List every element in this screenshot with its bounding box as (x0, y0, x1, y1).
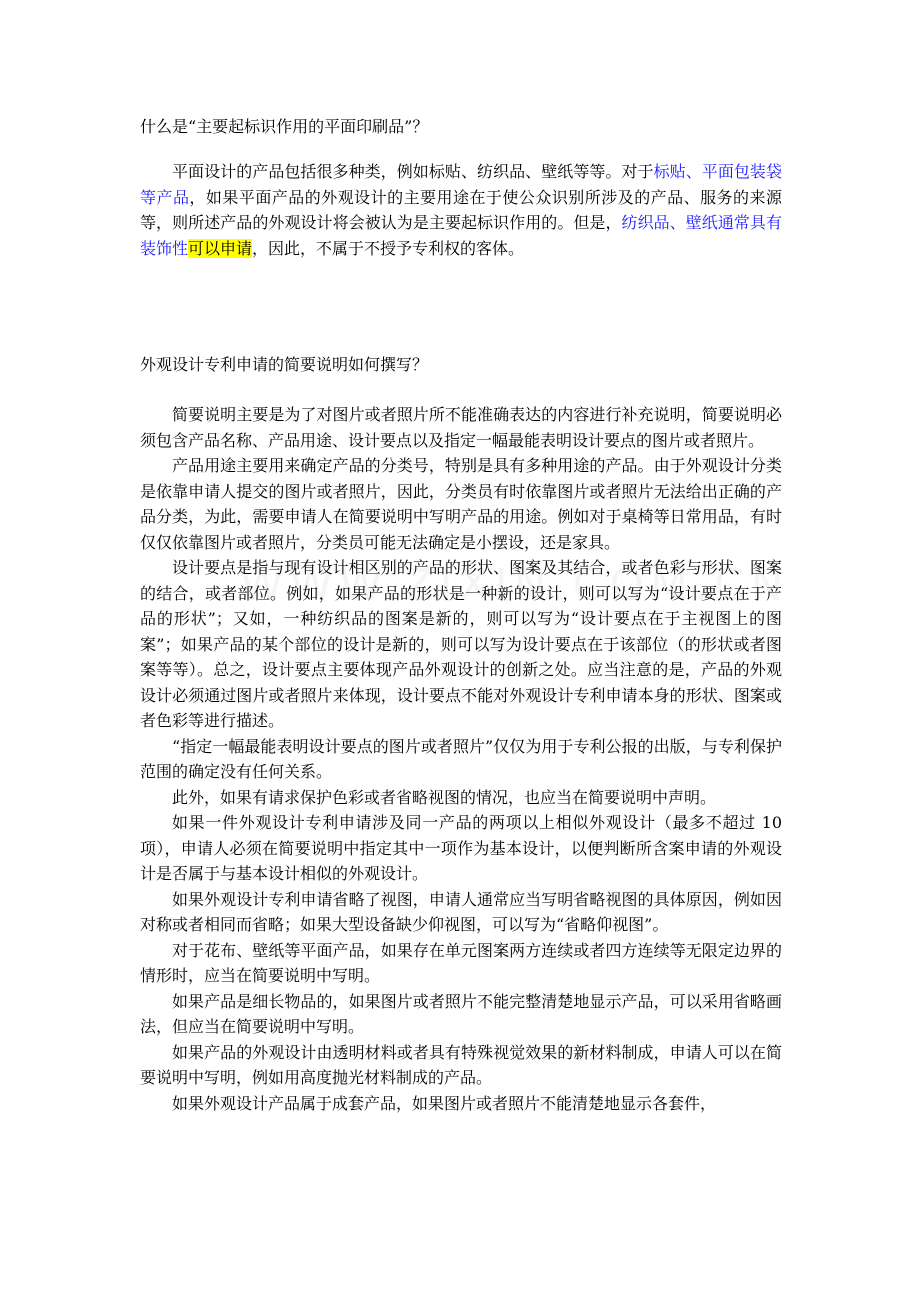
section-1-title: 什么是“主要起标识作用的平面印刷品”？ (140, 117, 429, 136)
paragraph-text: 平面设计的产品包括很多种类，例如标贴、纺织品、壁纸等等。对于 (172, 162, 654, 181)
paragraph: 如果外观设计产品属于成套产品，如果图片或者照片不能清楚地显示各套件， (172, 1093, 717, 1113)
paragraph-text: ，如果平面产品的外观设计的主要用途在于使公众识别所涉及的产品、服务的来源等，则所述产品的外观设计将会被认为是主要起标识作用的。但是， (140, 187, 782, 232)
section-2-title: 外观设计专利申请的简要说明如何撰写？ (140, 355, 429, 374)
paragraph-text: ，因此，不属于不授予专利权的客体。 (252, 238, 525, 258)
paragraph: 产品用途主要用来确定产品的分类号，特别是具有多种用途的产品。由于外观设计分类是依靠申请人提交的图片或者照片，因此，分类员有时依靠图片或者照片无法给出正确的产品分类，为此，需要申请人在简要说明中写明产品的用途。例如对于桌椅等日常用品，有时仅仅依靠图片或者照片，分类员可能无法确定是小摆设，还是家具。 (140, 456, 782, 552)
section-1-body (140, 159, 782, 261)
paragraph: 简要说明主要是为了对图片或者照片所不能准确表达的内容进行补充说明，简要说明必须包含产品名称、产品用途、设计要点以及指定一幅最能表明设计要点的图片或者照片。 (140, 405, 782, 450)
paragraph: 如果外观设计专利申请省略了视图，申请人通常应当写明省略视图的具体原因，例如因对称或者相同而省略；如果大型设备缺少仰视图，可以写为“省略仰视图”。 (140, 889, 782, 934)
section-2-body (140, 402, 782, 1116)
blue-text-labels: 标贴、平面包装袋等产品 (140, 162, 782, 207)
paragraph: 此外，如果有请求保护色彩或者省略视图的情况，也应当在简要说明中声明。 (172, 787, 717, 807)
blue-text-textiles: 纺织品、壁纸通常具有装饰性 (140, 213, 782, 258)
paragraph: 对于花布、壁纸等平面产品，如果存在单元图案两方连续或者四方连续等无限定边界的情形时，应当在简要说明中写明。 (140, 940, 782, 985)
paragraph: 如果产品的外观设计由透明材料或者具有特殊视觉效果的新材料制成，申请人可以在简要说明中写明，例如用高度抛光材料制成的产品。 (140, 1042, 782, 1087)
highlighted-text: 可以申请 (188, 238, 253, 258)
paragraph: “指定一幅最能表明设计要点的图片或者照片”仅仅为用于专利公报的出版，与专利保护范围的确定没有任何关系。 (140, 736, 782, 781)
paragraph: 如果一件外观设计专利申请涉及同一产品的两项以上相似外观设计（最多不超过 10 项），申请人必须在简要说明中指定其中一项作为基本设计，以便判断所含案申请的外观设计是否属于与基本设计相似的外观设计。 (140, 813, 782, 883)
paragraph: 如果产品是细长物品的，如果图片或者照片不能完整清楚地显示产品，可以采用省略画法，但应当在简要说明中写明。 (140, 991, 782, 1036)
paragraph: 设计要点是指与现有设计相区别的产品的形状、图案及其结合，或者色彩与形状、图案的结合，或者部位。例如，如果产品的形状是一种新的设计，则可以写为“设计要点在于产品的形状”；又如，一种纺织品的图案是新的，则可以写为“设计要点在于主视图上的图案”；如果产品的某个部位的设计是新的，则可以写为设计要点在于该部位（的形状或者图案等等）。总之，设计要点主要体现产品外观设计的创新之处。应当注意的是，产品的外观设计必须通过图片或者照片来体现，设计要点不能对外观设计专利申请本身的形状、图案或者色彩等进行描述。 (140, 558, 782, 730)
section-1-paragraph (140, 159, 782, 261)
